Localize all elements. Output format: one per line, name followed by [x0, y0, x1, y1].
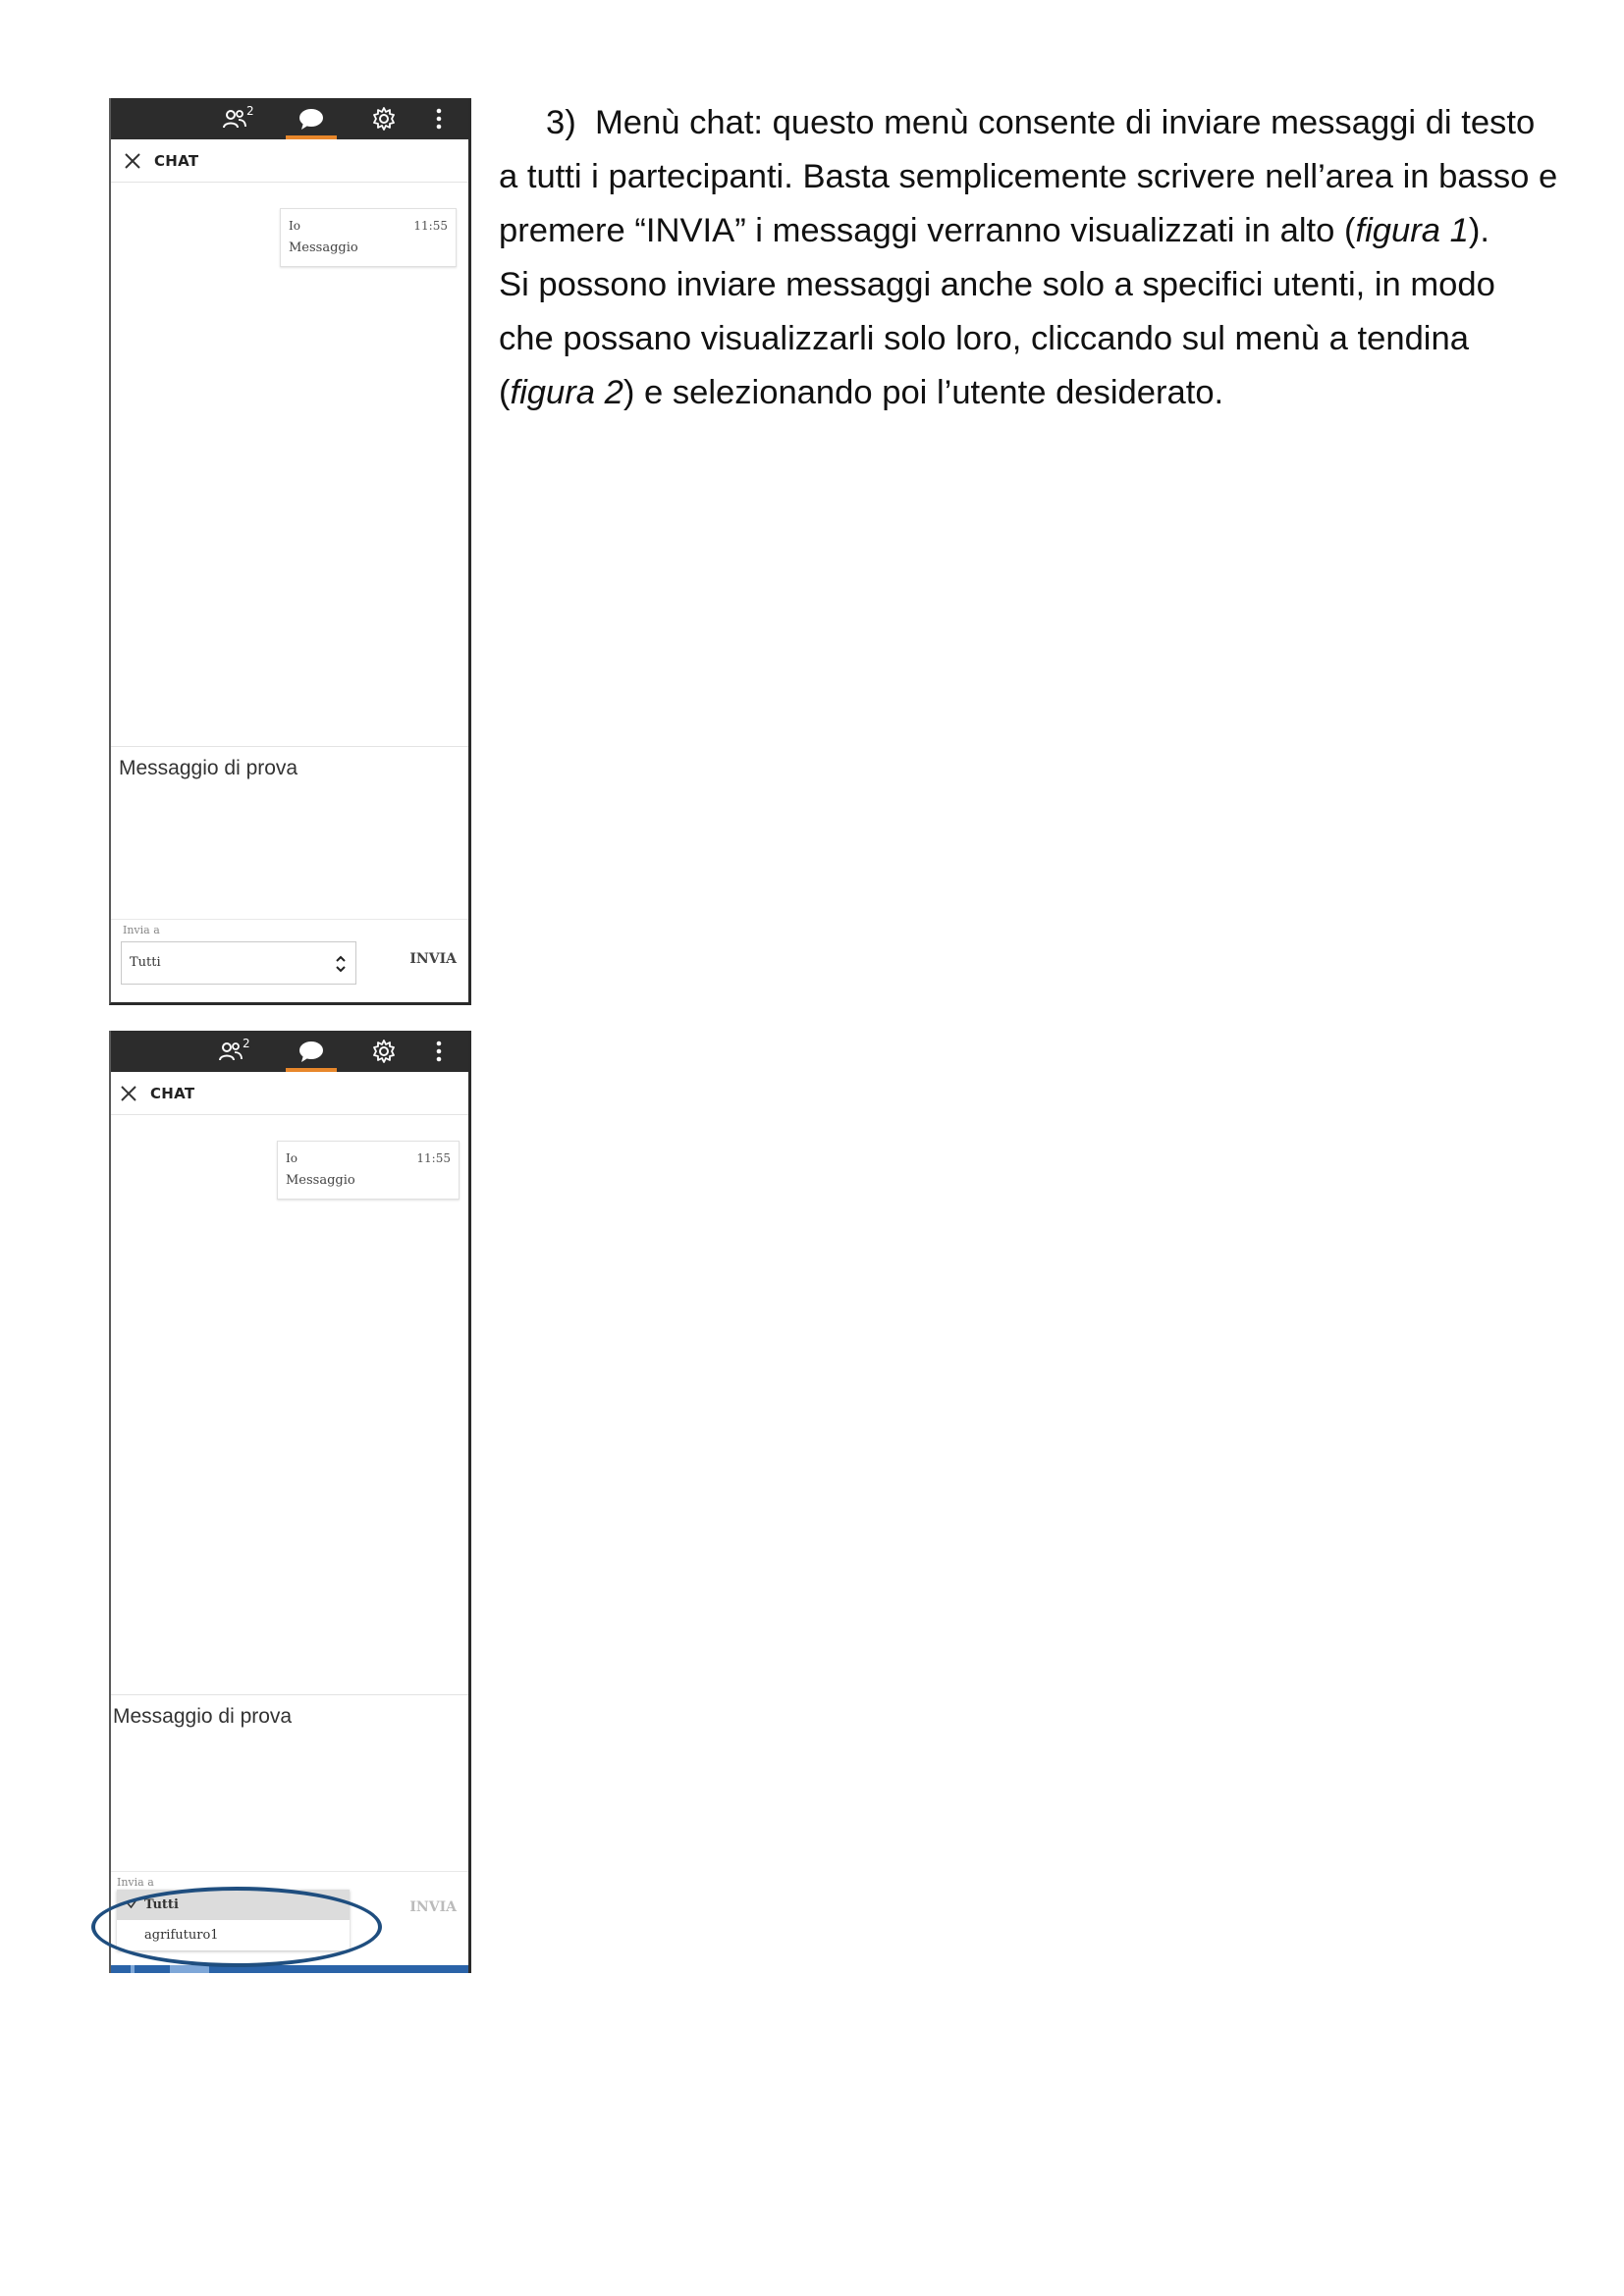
recipient-value: Tutti [130, 955, 161, 970]
gear-icon [371, 1039, 397, 1064]
participants-button[interactable] [205, 1031, 256, 1072]
message-text: Messaggio [286, 1173, 355, 1188]
settings-button[interactable] [360, 1031, 407, 1072]
participants-button[interactable] [209, 98, 260, 139]
more-options-button[interactable] [427, 1031, 451, 1072]
figure-reference: figura 2 [510, 374, 623, 411]
instruction-text [499, 96, 1559, 420]
more-vertical-icon [436, 1041, 442, 1062]
paragraph-specific-users [499, 258, 1559, 420]
people-icon [218, 1041, 244, 1062]
more-options-button[interactable] [427, 98, 451, 139]
taskbar-strip [111, 1965, 468, 1973]
chat-title: CHAT [154, 151, 199, 170]
paragraph-text: ). [1468, 212, 1489, 249]
compose-text: Messaggio di prova [119, 757, 298, 779]
gear-icon [371, 106, 397, 132]
chat-screenshot-figure-1 [109, 98, 471, 1005]
send-to-label: Invia a [123, 924, 160, 936]
chat-message [277, 1141, 460, 1200]
message-time: 11:55 [416, 1151, 451, 1165]
message-sender: Io [286, 1151, 298, 1165]
chat-title: CHAT [150, 1084, 195, 1102]
send-to-label: Invia a [117, 1876, 154, 1889]
chat-message [280, 208, 457, 267]
dropdown-option-label: agrifuturo1 [144, 1928, 219, 1943]
paragraph-text: Si possono inviare messaggi anche solo a specifici utenti, in modo che possano visualizzarli solo loro, cliccando sul menù a tendina ( [499, 266, 1495, 411]
chat-tab[interactable] [282, 98, 341, 139]
paragraph-chat-menu [499, 96, 1559, 258]
send-button[interactable]: INVIA [409, 951, 457, 967]
checkmark-icon [127, 1897, 138, 1909]
message-time: 11:55 [413, 219, 448, 233]
toolbar [111, 98, 468, 139]
chat-bubble-icon [298, 1040, 325, 1063]
compose-text: Messaggio di prova [113, 1705, 293, 1728]
participants-count: 2 [243, 1037, 250, 1050]
recipient-select[interactable] [121, 941, 356, 985]
message-compose-area[interactable] [111, 746, 468, 920]
chat-tab[interactable] [282, 1031, 341, 1072]
participants-count: 2 [246, 104, 254, 118]
message-sender: Io [289, 219, 300, 233]
send-row [111, 919, 468, 1005]
people-icon [222, 108, 247, 130]
dropdown-option-agrifuturo1[interactable] [117, 1920, 350, 1950]
dropdown-option-label: Tutti [144, 1897, 179, 1912]
send-row [111, 1871, 468, 1973]
toolbar [111, 1031, 468, 1072]
send-button[interactable]: INVIA [409, 1899, 457, 1915]
dropdown-option-tutti[interactable] [117, 1890, 350, 1920]
chat-header [111, 139, 468, 183]
close-icon[interactable] [119, 1084, 138, 1103]
recipient-dropdown[interactable] [117, 1890, 350, 1950]
chat-header [111, 1072, 468, 1115]
paragraph-text: ) e selezionando poi l’utente desiderato. [623, 374, 1224, 411]
chevron-up-down-icon [334, 953, 348, 975]
list-number: 3) [546, 104, 576, 141]
paragraph-text: Menù chat: questo menù consente di inviare messaggi di testo a tutti i partecipanti. Basta semplicemente scrivere nell’area in basso e premere “INVIA” i messaggi verranno visualizzati in alto ( [499, 104, 1558, 249]
settings-button[interactable] [360, 98, 407, 139]
message-compose-area[interactable] [111, 1694, 468, 1872]
more-vertical-icon [436, 108, 442, 130]
close-icon[interactable] [123, 151, 142, 171]
chat-screenshot-figure-2 [109, 1031, 471, 1973]
figure-reference: figura 1 [1355, 212, 1469, 249]
chat-bubble-icon [298, 107, 325, 131]
message-text: Messaggio [289, 240, 358, 255]
